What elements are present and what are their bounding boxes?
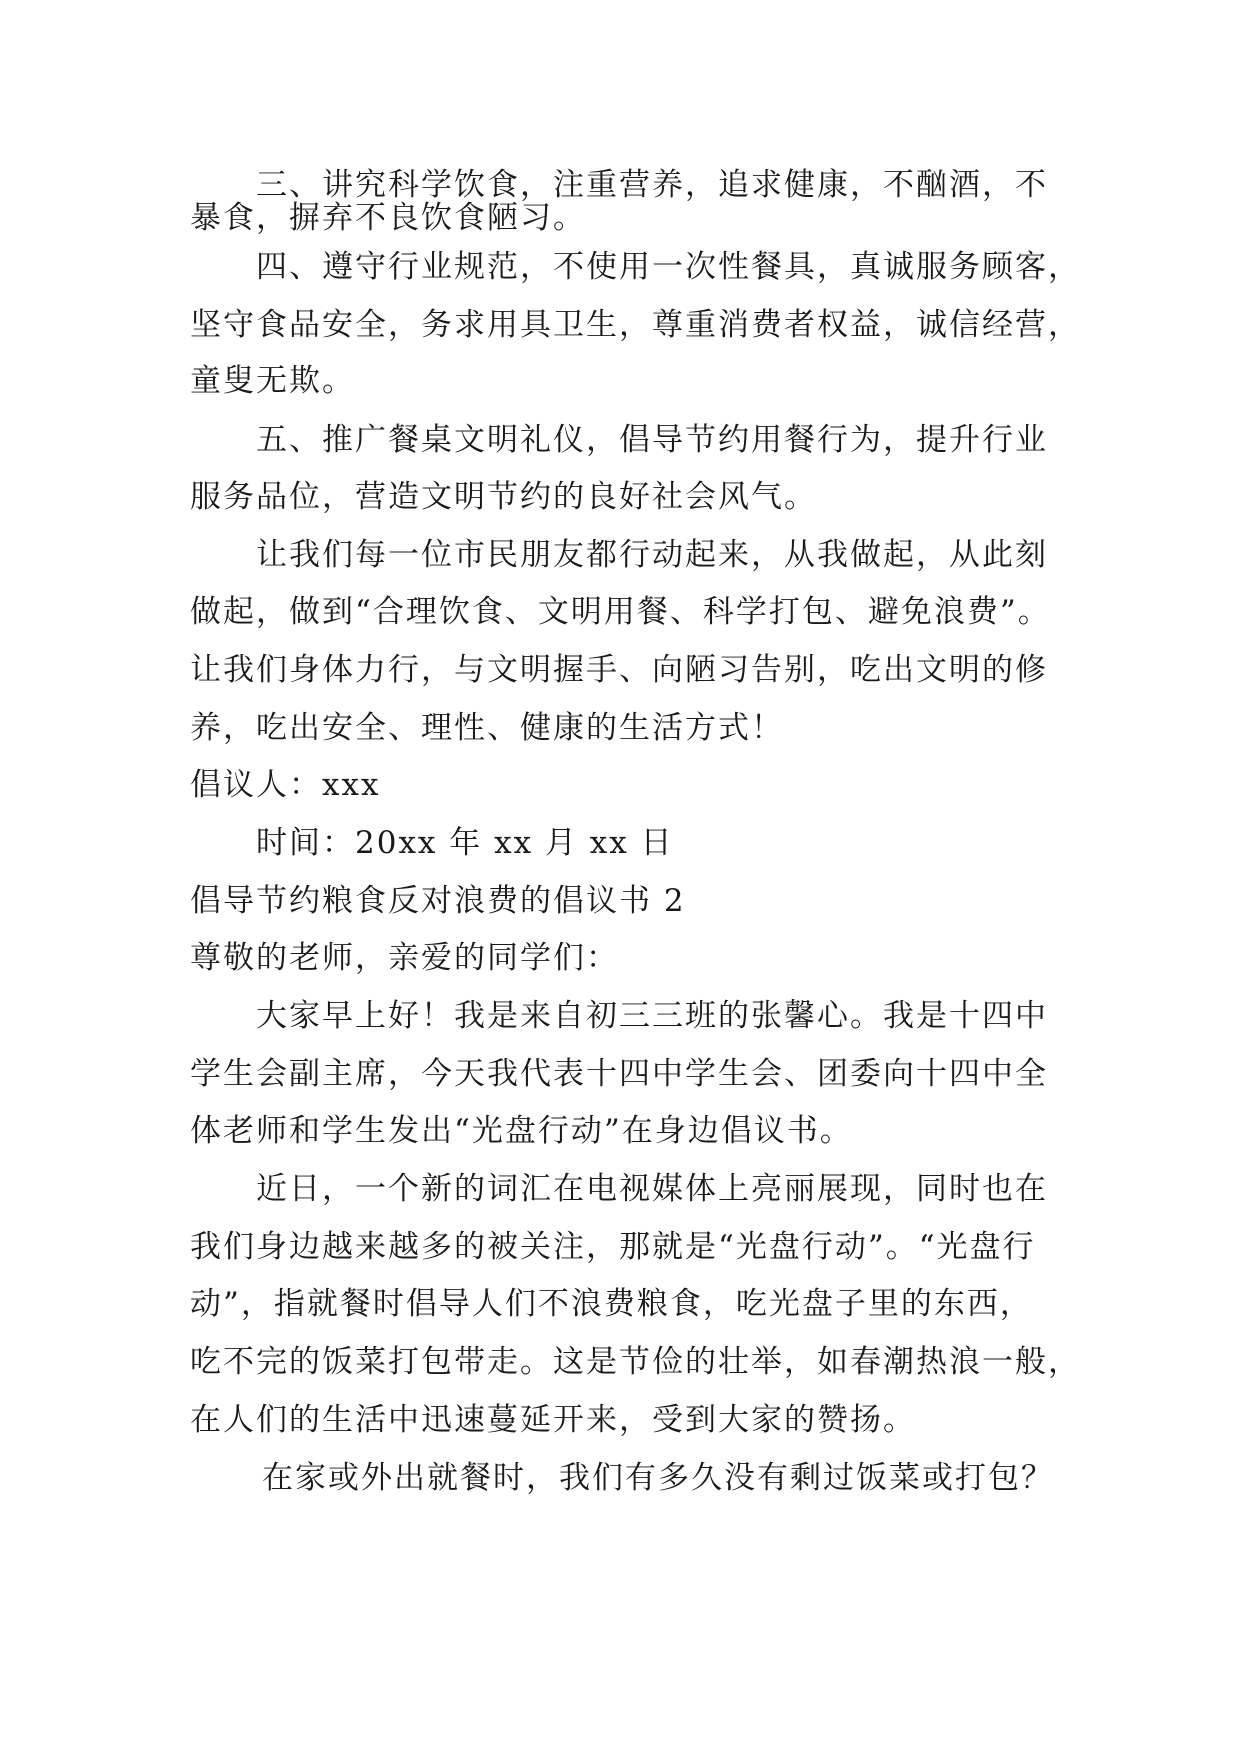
paragraph-line: 大家早上好！我是来自初三三班的张馨心。我是十四中 (256, 998, 1048, 1034)
paragraph-line: 童叟无欺。 (190, 363, 355, 399)
paragraph-line: 在人们的生活中迅速蔓延开来，受到大家的赞扬。 (190, 1402, 916, 1438)
paragraph-line: 坚守食品安全，务求用具卫生，尊重消费者权益，诚信经营， (190, 307, 1081, 343)
paragraph-line: 服务品位，营造文明节约的良好社会风气。 (190, 479, 817, 515)
paragraph-line: 暴食，摒弃不良饮食陋习。 (190, 200, 586, 236)
signatory-line: 倡议人：xxx (190, 767, 381, 803)
paragraph-line: 学生会副主席，今天我代表十四中学生会、团委向十四中全 (190, 1056, 1048, 1092)
paragraph-line: 让我们身体力行，与文明握手、向陋习告别，吃出文明的修 (190, 652, 1048, 688)
paragraph-line: 体老师和学生发出“光盘行动”在身边倡议书。 (190, 1113, 853, 1149)
paragraph-line: 四、遵守行业规范，不使用一次性餐具，真诚服务顾客， (256, 249, 1081, 285)
paragraph-line: 做起，做到“合理饮食、文明用餐、科学打包、避免浪费”。 (190, 594, 1051, 630)
paragraph-line: 近日，一个新的词汇在电视媒体上亮丽展现，同时也在 (256, 1171, 1048, 1207)
paragraph-line: 三、讲究科学饮食，注重营养，追求健康，不酗酒，不 (256, 167, 1048, 203)
paragraph-line: 吃不完的饭菜打包带走。这是节俭的壮举，如春潮热浪一般， (190, 1344, 1081, 1380)
salutation: 尊敬的老师，亲爱的同学们： (190, 940, 619, 976)
paragraph-line: 让我们每一位市民朋友都行动起来，从我做起，从此刻 (256, 537, 1048, 573)
paragraph-line: 五、推广餐桌文明礼仪，倡导节约用餐行为，提升行业 (256, 422, 1048, 458)
paragraph-line: 动”，指就餐时倡导人们不浪费粮食，吃光盘子里的东西， (190, 1286, 1033, 1322)
paragraph-line: 我们身边越来越多的被关注，那就是“光盘行动”。“光盘行 (190, 1229, 1036, 1265)
date-line: 时间：20xx 年 xx 月 xx 日 (256, 825, 674, 861)
paragraph-line: 养，吃出安全、理性、健康的生活方式！ (190, 710, 784, 746)
paragraph-line: 在家或外出就餐时，我们有多久没有剩过饭菜或打包？ (262, 1460, 1054, 1496)
section-title: 倡导节约粮食反对浪费的倡议书 2 (190, 883, 686, 919)
